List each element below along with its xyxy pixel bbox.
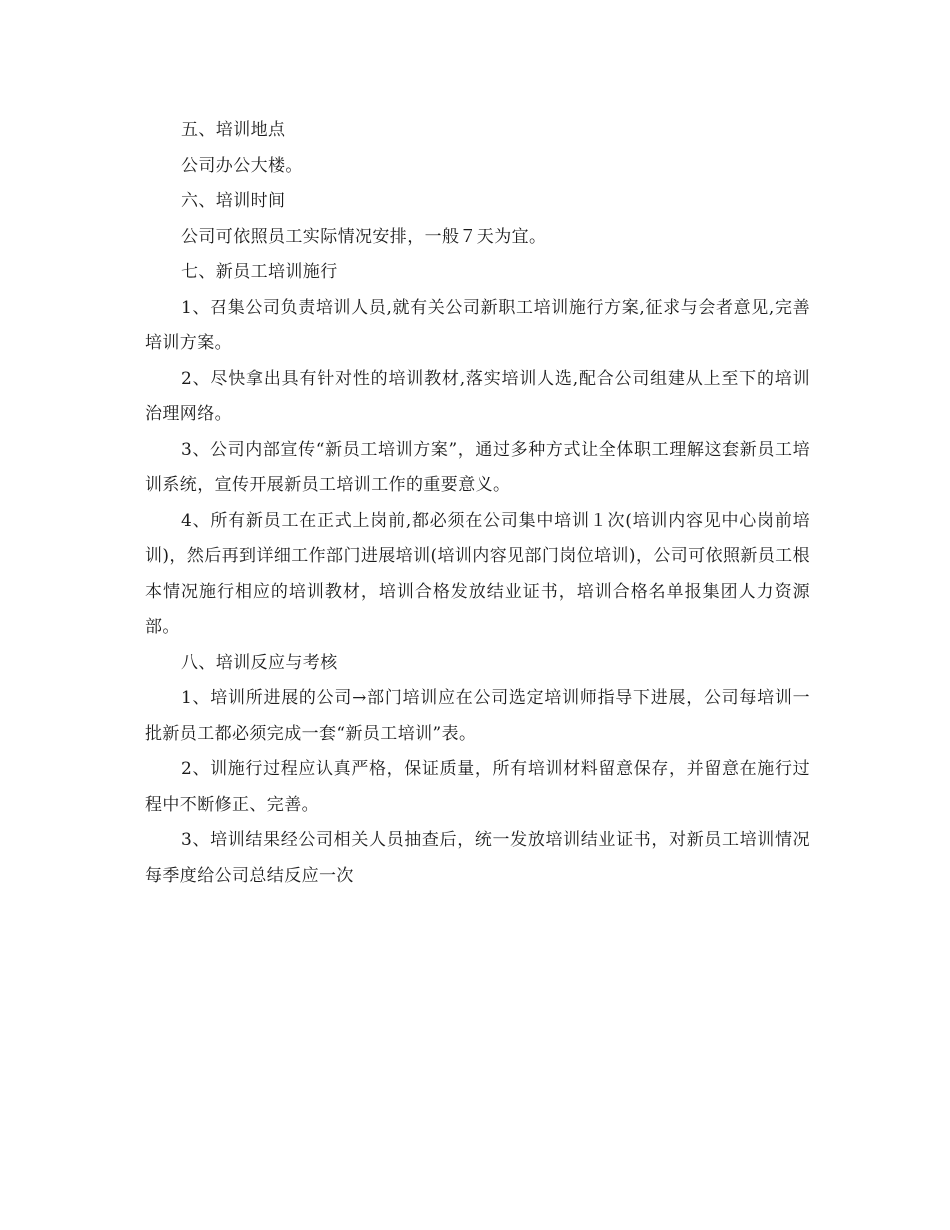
section-heading-training-implementation: 七、新员工培训施行 — [181, 262, 338, 282]
paragraph-implementation-item-4: 4、所有新员工在正式上岗前,都必须在公司集中培训１次(培训内容见中心岗前培训)，然后再到详细工作部门进展培训(培训内容见部门岗位培训)，公司可依照新员工根本情况施行相应的培训教材，培训合格发放结业证书，培训合格名单报集团人力资源部。 — [145, 510, 810, 637]
section-heading-feedback-assessment: 八、培训反应与考核 — [181, 652, 338, 673]
section-heading-training-time: 六、培训时间 — [181, 191, 286, 211]
document-body — [145, 113, 810, 894]
paragraph-implementation-item-2: 2、尽快拿出具有针对性的培训教材,落实培训人选,配合公司组建从上至下的培训治理网络。 — [145, 368, 810, 424]
paragraph-feedback-item-3: 3、培训结果经公司相关人员抽查后，统一发放培训结业证书，对新员工培训情况每季度给公司总结反应一次 — [145, 830, 810, 886]
paragraph-implementation-item-3: 3、公司内部宣传“新员工培训方案”，通过多种方式让全体职工理解这套新员工培训系统，宣传开展新员工培训工作的重要意义。 — [145, 439, 810, 495]
section-heading-training-location: 五、培训地点 — [181, 120, 286, 140]
paragraph-training-location: 公司办公大楼。 — [181, 155, 303, 176]
paragraph-implementation-item-1: 1、召集公司负责培训人员,就有关公司新职工培训施行方案,征求与会者意见,完善培训方案。 — [145, 297, 810, 353]
paragraph-feedback-item-1: 1、培训所进展的公司→部门培训应在公司选定培训师指导下进展，公司每培训一批新员工都必须完成一套“新员工培训”表。 — [145, 688, 810, 744]
paragraph-feedback-item-2: 2、训施行过程应认真严格，保证质量，所有培训材料留意保存，并留意在施行过程中不断修正、完善。 — [145, 759, 810, 815]
paragraph-training-time: 公司可依照员工实际情况安排，一般７天为宜。 — [181, 226, 547, 247]
